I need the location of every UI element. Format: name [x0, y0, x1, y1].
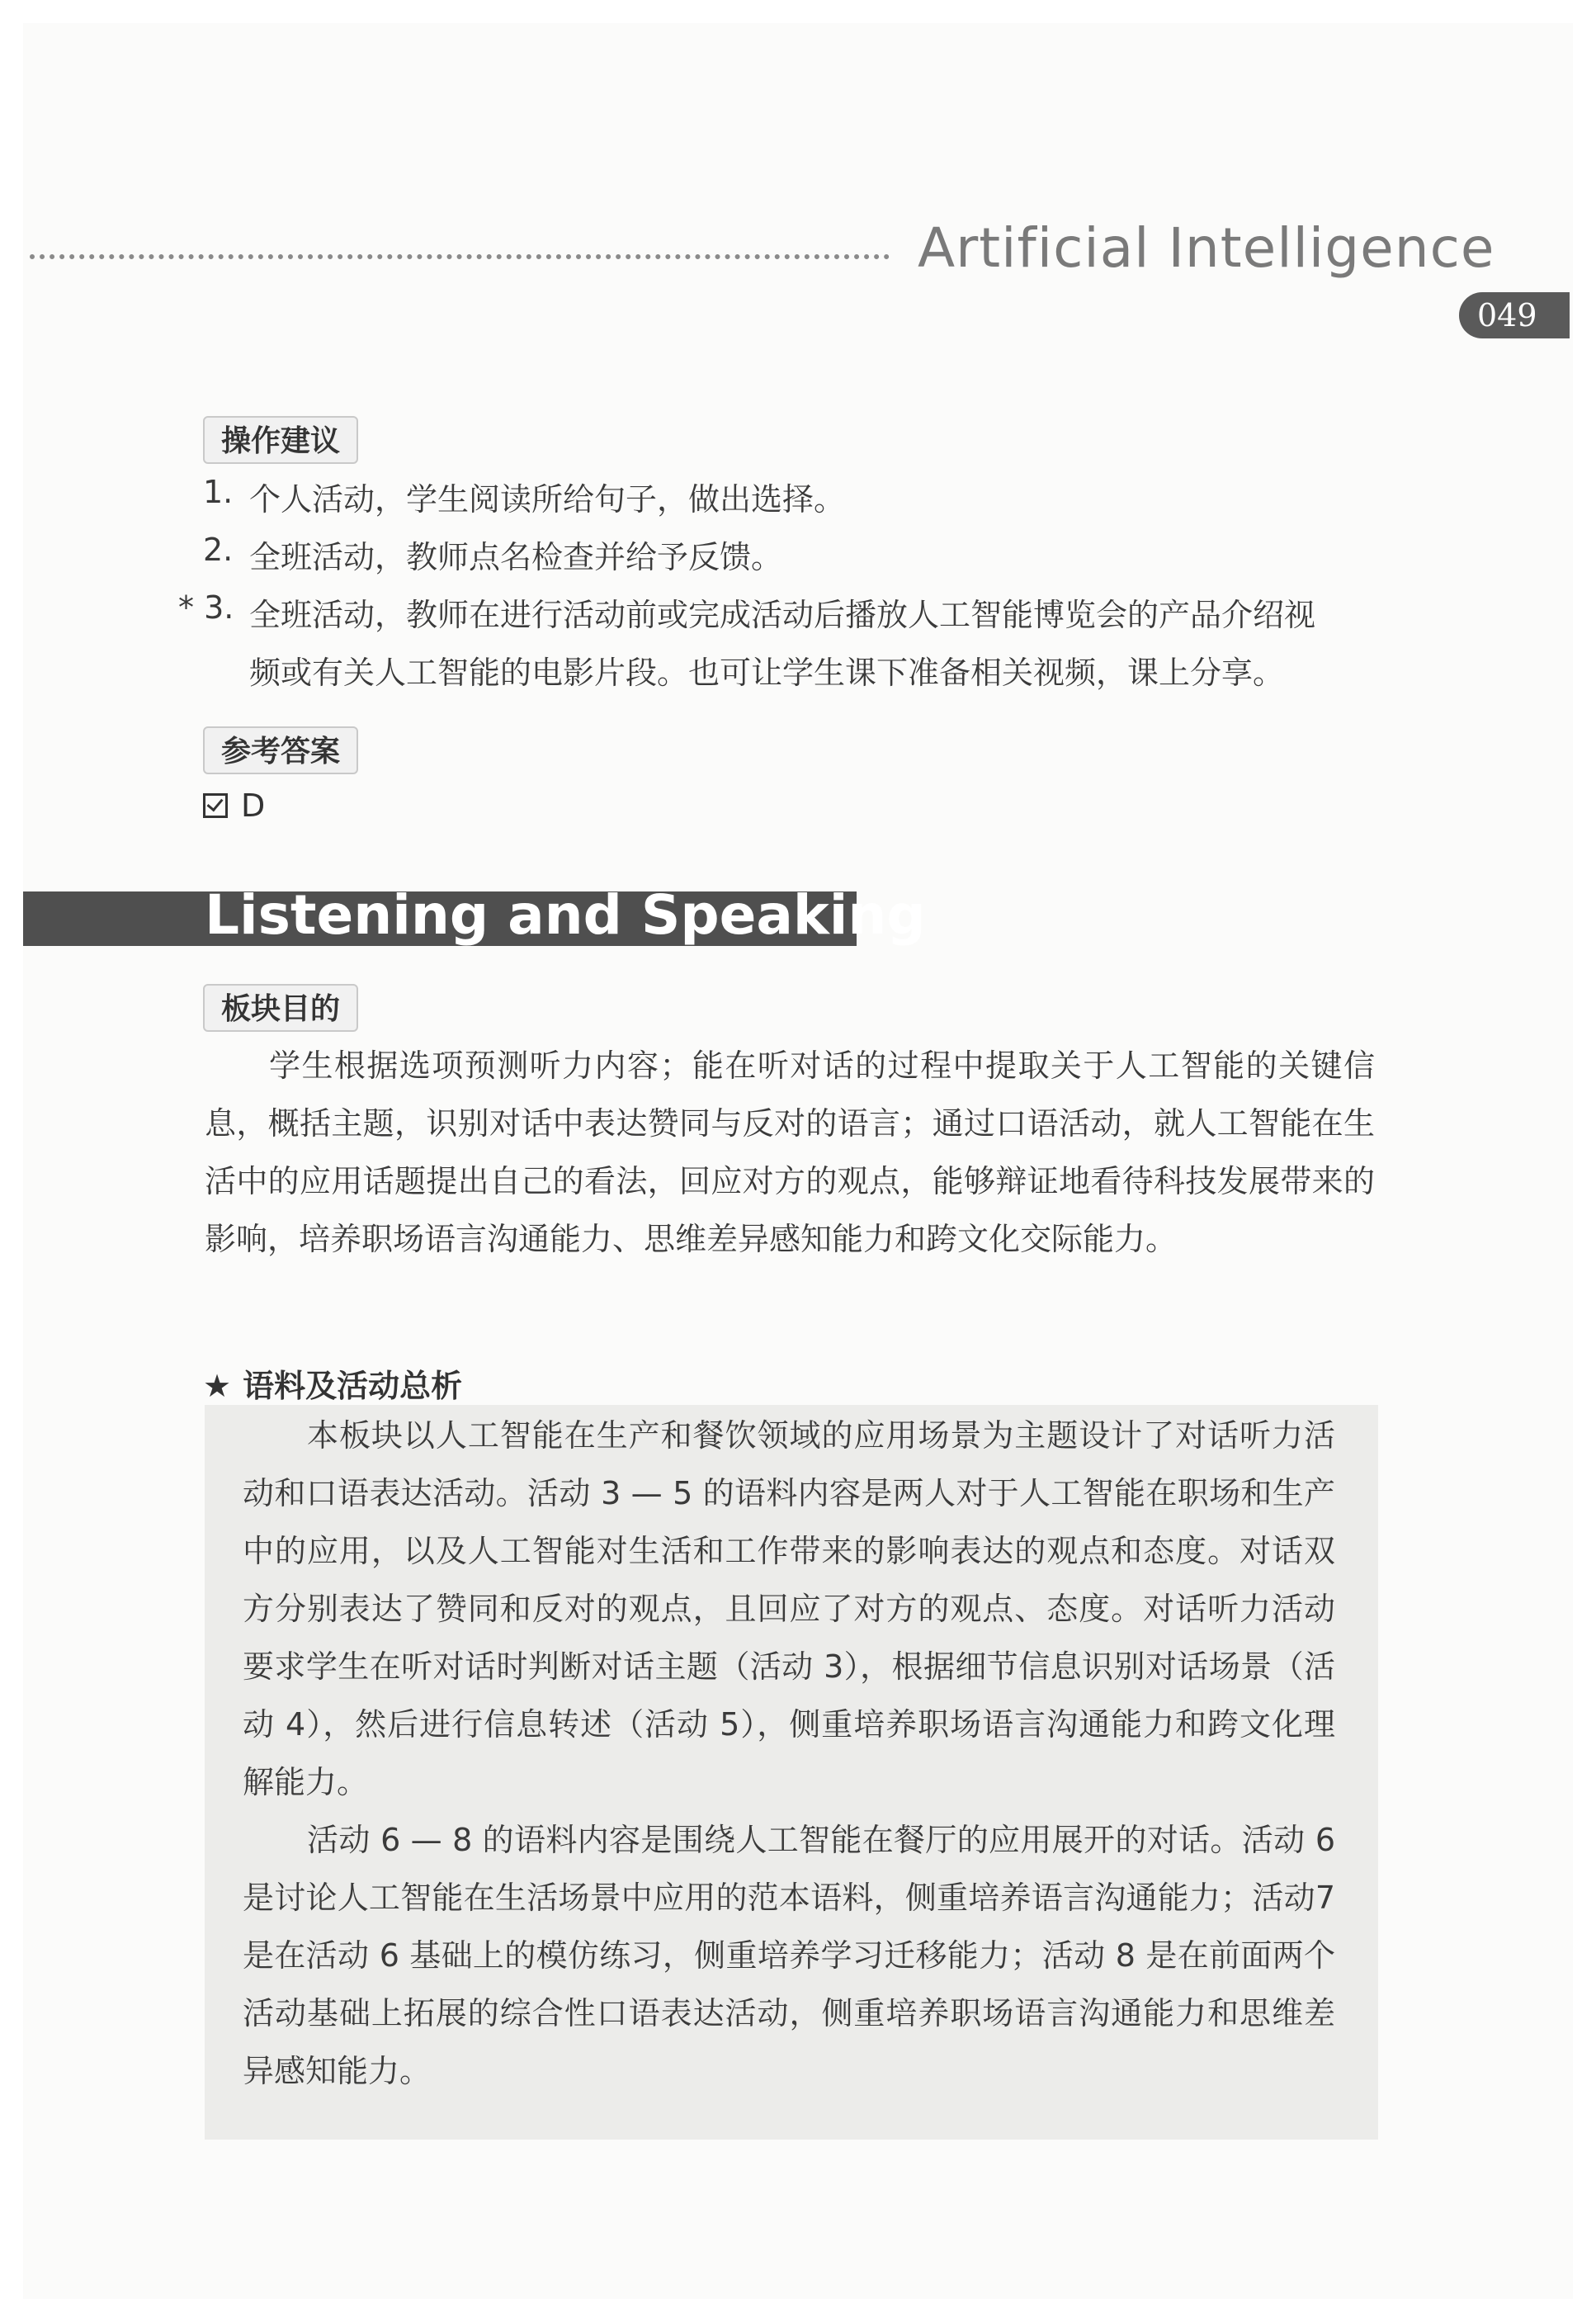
operation-item-1-text: 个人活动，学生阅读所给句子，做出选择。: [249, 481, 846, 518]
page-number-tab: 049: [1459, 292, 1570, 338]
objective-label: 板块目的: [203, 984, 358, 1032]
operation-item-3-text: 全班活动，教师在进行活动前或完成活动后播放人工智能博览会的产品介绍视: [249, 597, 1316, 633]
reference-answer: [203, 787, 265, 824]
operation-label: 操作建议: [203, 416, 358, 464]
analysis-paragraph-2: 活动 6 — 8 的语料内容是围绕人工智能在餐厅的应用展开的对话。活动 6 是讨论人工智能在生活场景中应用的范本语料，侧重培养语言沟通能力；活动7是在活动 6 基础上的模仿练习，侧重培养学习迁移能力；活动 8 是在前面两个活动基础上拓展的综合性口语表达活动，侧重培养职场语言沟通能力和思维差异感知能力。: [243, 1822, 1335, 2089]
reference-answer-text: D: [241, 787, 266, 824]
header-title: Artificial Intelligence: [918, 216, 1495, 280]
operation-item-2-number: 2.: [203, 532, 234, 568]
analysis-paragraph-1: 本板块以人工智能在生产和餐饮领域的应用场景为主题设计了对话听力活动和口语表达活动。活动 3 — 5 的语料内容是两人对于人工智能在职场和生产中的应用，以及人工智能对生活和工作带来的影响表达的观点和态度。对话双方分别表达了赞同和反对的观点，且回应了对方的观点、态度。对话听力活动要求学生在听对话时判断对话主题（活动 3），根据细节信息识别对话场景（活动 4），然后进行信息转述（活动 5），侧重培养职场语言沟通能力和跨文化理解能力。: [243, 1417, 1335, 1800]
operation-item-3-continuation: 频或有关人工智能的电影片段。也可让学生课下准备相关视频，课上分享。: [249, 655, 1285, 691]
objective-paragraph: 学生根据选项预测听力内容；能在听对话的过程中提取关于人工智能的关键信息，概括主题，识别对话中表达赞同与反对的语言；通过口语活动，就人工智能在生活中的应用话题提出自己的看法，回应对方的观点，能够辩证地看待科技发展带来的影响，培养职场语言沟通能力、思维差异感知能力和跨文化交际能力。: [205, 1048, 1375, 1257]
operation-item-1-number: 1.: [203, 474, 234, 510]
star-icon: ★: [203, 1368, 232, 1404]
header-dotted-rule: [30, 254, 890, 259]
analysis-title-text: 语料及活动总析: [243, 1368, 463, 1404]
operation-item-3-number: * 3.: [178, 589, 234, 626]
analysis-heading: [203, 1360, 462, 1406]
section-banner-title: Listening and Speaking: [205, 883, 926, 947]
checked-box-icon: [203, 793, 228, 818]
reference-label: 参考答案: [203, 726, 358, 774]
operation-item-2-text: 全班活动，教师点名检查并给予反馈。: [249, 539, 783, 575]
